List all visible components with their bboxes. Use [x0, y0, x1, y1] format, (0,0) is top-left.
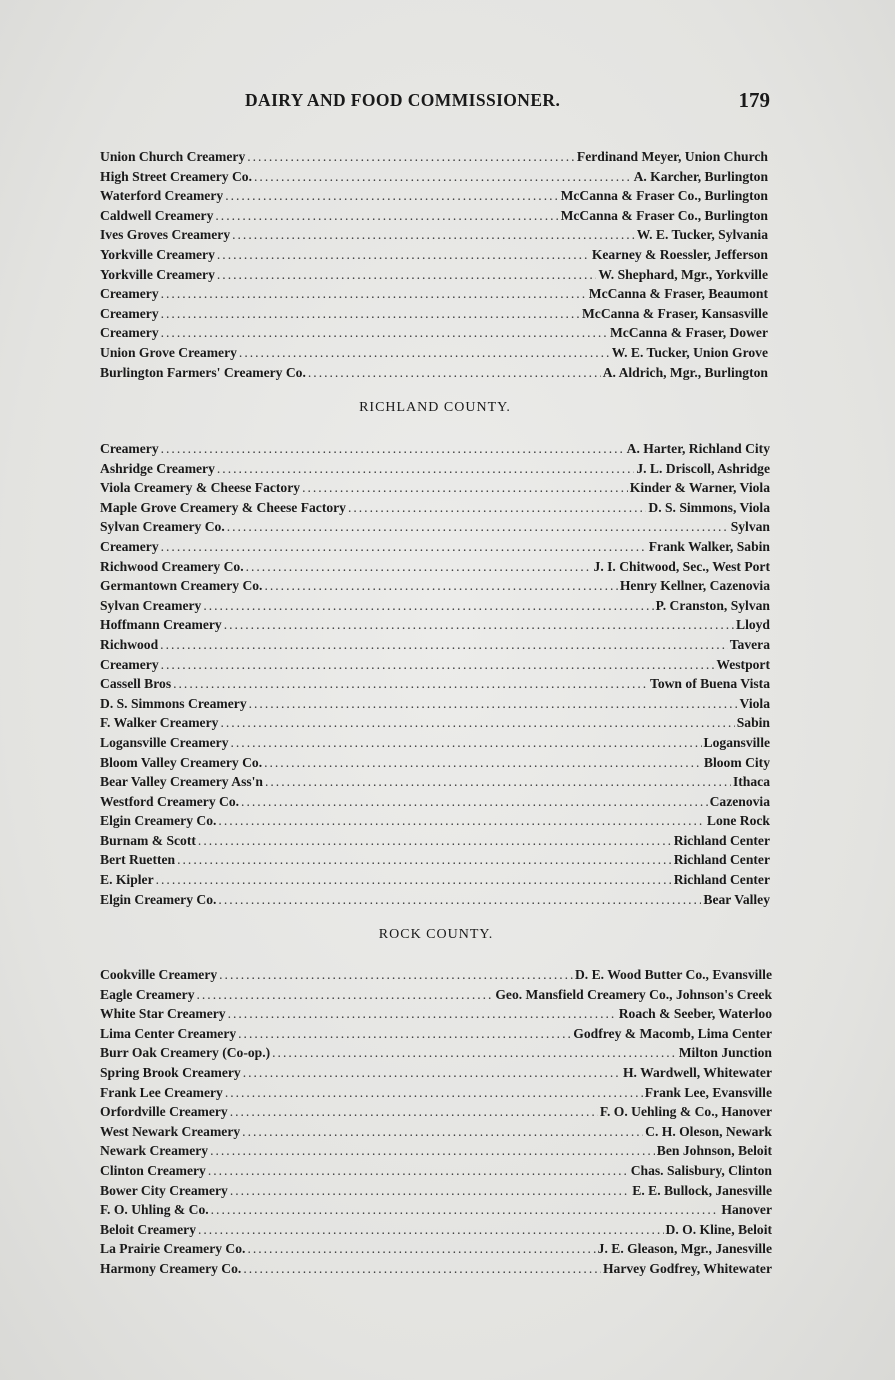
creamery-name: Union Church Creamery	[100, 149, 246, 164]
dot-leader	[217, 245, 590, 265]
list-item	[100, 498, 770, 518]
creamery-name: Creamery	[100, 286, 159, 302]
creamery-name: Sylvan Creamery	[100, 597, 202, 613]
dot-leader	[228, 1004, 617, 1024]
owner-location: Ferdinand Meyer, Union Church	[576, 149, 768, 164]
list-item	[100, 811, 770, 831]
owner-location: Henry Kellner, Cazenovia	[619, 578, 770, 594]
list-item	[100, 206, 768, 226]
dot-leader	[173, 674, 648, 694]
dot-leader	[161, 439, 625, 459]
creamery-name: Cassell Bros	[100, 676, 172, 692]
owner-location: Kearney & Roessler, Jefferson	[591, 246, 768, 262]
dot-leader	[161, 537, 647, 557]
creamery-name: White Star Creamery	[100, 1006, 226, 1022]
owner-location: McCanna & Fraser, Beaumont	[588, 286, 768, 302]
list-item	[100, 363, 768, 383]
dot-leader	[217, 459, 634, 479]
owner-location: Harvey Godfrey, Whitewater	[602, 1260, 772, 1276]
dot-leader	[231, 733, 702, 753]
owner-location: Richland Center	[673, 832, 770, 848]
creamery-name: Elgin Creamery Co.	[100, 813, 217, 829]
owner-location: W. E. Tucker, Sylvania	[636, 227, 768, 243]
list-item	[100, 1200, 772, 1220]
creamery-name: Bert Ruetten	[100, 852, 176, 868]
list-item	[100, 245, 768, 265]
dot-leader	[215, 206, 558, 226]
creamery-name: Richwood Creamery Co.	[100, 558, 244, 574]
creamery-name: Creamery	[100, 538, 159, 554]
creamery-name: Richwood	[100, 636, 159, 652]
dot-leader	[265, 772, 731, 792]
creamery-name: West Newark Creamery	[100, 1123, 241, 1139]
owner-location: D. O. Kline, Beloit	[665, 1221, 772, 1237]
creamery-name: Westford Creamery Co.	[100, 793, 240, 809]
creamery-name: Harmony Creamery Co.	[100, 1260, 242, 1276]
dot-leader	[308, 363, 601, 383]
dot-leader	[239, 343, 610, 363]
dot-leader	[238, 1024, 571, 1044]
dot-leader	[160, 635, 728, 655]
owner-location: Geo. Mansfield Creamery Co., Johnson's Creek	[495, 986, 772, 1002]
creamery-name: Yorkville Creamery	[100, 266, 215, 282]
dot-leader	[232, 225, 635, 245]
creamery-name: Creamery	[100, 305, 159, 321]
owner-location: D. E. Wood Butter Co., Evansville	[574, 967, 772, 982]
creamery-name: Ives Groves Creamery	[100, 227, 231, 243]
owner-location: Ithaca	[732, 774, 770, 790]
list-item	[100, 1043, 772, 1063]
list-item	[100, 304, 768, 324]
owner-location: Tavera	[729, 636, 770, 652]
list-item	[100, 596, 770, 616]
creamery-name: Germantown Creamery Co.	[100, 578, 263, 594]
creamery-name: Orfordville Creamery	[100, 1104, 228, 1120]
list-item	[100, 965, 772, 985]
list-item	[100, 147, 768, 167]
creamery-name: Bear Valley Creamery Ass'n	[100, 774, 263, 790]
owner-location: Cazenovia	[709, 793, 770, 809]
dot-leader	[242, 1122, 643, 1142]
running-title: DAIRY AND FOOD COMMISSIONER.	[245, 90, 561, 110]
creamery-name: Union Grove Creamery	[100, 344, 237, 360]
list-item	[100, 772, 770, 792]
dot-leader	[247, 147, 575, 167]
owner-location: A. Karcher, Burlington	[633, 168, 768, 184]
owner-location: H. Wardwell, Whitewater	[622, 1064, 772, 1080]
dot-leader	[203, 596, 653, 616]
owner-location: J. E. Gleason, Mgr., Janesville	[597, 1241, 772, 1257]
section-heading-rock-county: ROCK COUNTY.	[378, 927, 494, 942]
owner-location: F. O. Uehling & Co., Hanover	[599, 1104, 772, 1120]
list-item	[100, 1220, 772, 1240]
owner-location: McCanna & Fraser Co., Burlington	[560, 188, 768, 204]
dot-leader	[224, 615, 734, 635]
owner-location: Frank Walker, Sabin	[648, 538, 770, 554]
dot-leader	[198, 1220, 664, 1240]
list-item	[100, 284, 768, 304]
list-item	[100, 459, 770, 479]
dot-leader	[210, 1141, 655, 1161]
list-item	[100, 1063, 772, 1083]
creamery-name: Viola Creamery & Cheese Factory	[100, 480, 301, 496]
owner-location: Westport	[716, 656, 770, 672]
creamery-name: Creamery	[100, 325, 159, 341]
creamery-name: Spring Brook Creamery	[100, 1064, 241, 1080]
owner-location: C. H. Oleson, Newark	[645, 1123, 772, 1139]
creamery-name: Creamery	[100, 656, 159, 672]
owner-location: Ben Johnson, Beloit	[656, 1143, 772, 1159]
list-item	[100, 186, 768, 206]
creamery-name: Burr Oak Creamery (Co-op.)	[100, 1045, 271, 1061]
owner-location: Richland Center	[673, 872, 770, 888]
dot-leader	[198, 831, 672, 851]
list-item	[100, 792, 770, 812]
owner-location: Lloyd	[736, 617, 770, 633]
creamery-name: Bower City Creamery	[100, 1182, 228, 1198]
dot-leader	[218, 811, 705, 831]
creamery-name: Creamery	[100, 441, 159, 456]
list-item	[100, 1122, 772, 1142]
list-item	[100, 985, 772, 1005]
creamery-name: High Street Creamery Co.	[100, 168, 253, 184]
dot-leader	[161, 284, 587, 304]
dot-leader	[218, 890, 701, 910]
creamery-name: Clinton Creamery	[100, 1162, 206, 1178]
creamery-list-continued	[100, 147, 768, 382]
creamery-name: Yorkville Creamery	[100, 246, 215, 262]
owner-location: Milton Junction	[678, 1045, 772, 1061]
creamery-name: Maple Grove Creamery & Cheese Factory	[100, 499, 346, 515]
dot-leader	[348, 498, 646, 518]
owner-location: Chas. Salisbury, Clinton	[630, 1162, 772, 1178]
creamery-name: Cookville Creamery	[100, 967, 218, 982]
page-number: 179	[738, 88, 770, 112]
list-item	[100, 517, 770, 537]
creamery-name: Hoffmann Creamery	[100, 617, 222, 633]
owner-location: Bloom City	[703, 754, 770, 770]
list-item	[100, 1024, 772, 1044]
list-item	[100, 890, 770, 910]
owner-location: W. Shephard, Mgr., Yorkville	[598, 266, 768, 282]
owner-location: Kinder & Warner, Viola	[629, 480, 770, 496]
creamery-name: Caldwell Creamery	[100, 207, 214, 223]
creamery-name: Lima Center Creamery	[100, 1025, 237, 1041]
owner-location: Roach & Seeber, Waterloo	[618, 1006, 772, 1022]
dot-leader	[225, 186, 558, 206]
owner-location: A. Harter, Richland City	[626, 441, 770, 456]
dot-leader	[243, 1063, 621, 1083]
owner-location: A. Aldrich, Mgr., Burlington	[602, 364, 768, 380]
owner-location: Sylvan	[730, 519, 770, 535]
creamery-name: Sylvan Creamery Co.	[100, 519, 225, 535]
list-item	[100, 557, 770, 577]
dot-leader	[246, 557, 592, 577]
list-item	[100, 1083, 772, 1103]
creamery-name: Ashridge Creamery	[100, 460, 215, 476]
dot-leader	[272, 1043, 677, 1063]
list-item	[100, 850, 770, 870]
list-item	[100, 713, 770, 733]
dot-leader	[230, 1102, 598, 1122]
owner-location: P. Cranston, Sylvan	[655, 597, 770, 613]
list-item	[100, 1102, 772, 1122]
dot-leader	[243, 1259, 601, 1279]
dot-leader	[161, 304, 580, 324]
dot-leader	[217, 265, 597, 285]
creamery-name: Burlington Farmers' Creamery Co.	[100, 364, 306, 380]
list-item	[100, 1141, 772, 1161]
list-item	[100, 615, 770, 635]
list-item	[100, 439, 770, 459]
list-item	[100, 1161, 772, 1181]
list-item	[100, 635, 770, 655]
creamery-name: Elgin Creamery Co.	[100, 891, 217, 907]
list-item	[100, 1004, 772, 1024]
owner-location: Sabin	[736, 715, 770, 731]
list-item	[100, 265, 768, 285]
creamery-name: Beloit Creamery	[100, 1221, 196, 1237]
owner-location: Frank Lee, Evansville	[644, 1084, 772, 1100]
owner-location: D. S. Simmons, Viola	[648, 499, 770, 515]
creamery-list-rock-county	[100, 965, 772, 1279]
creamery-name: Burnam & Scott	[100, 832, 196, 848]
list-item	[100, 167, 768, 187]
dot-leader	[249, 694, 738, 714]
section-heading-richland-county: RICHLAND COUNTY.	[359, 400, 511, 415]
dot-leader	[161, 323, 608, 343]
dot-leader	[227, 517, 729, 537]
list-item	[100, 831, 770, 851]
list-item	[100, 733, 770, 753]
dot-leader	[208, 1161, 629, 1181]
list-item	[100, 225, 768, 245]
list-item	[100, 478, 770, 498]
list-item	[100, 655, 770, 675]
dot-leader	[264, 576, 617, 596]
dot-leader	[264, 753, 702, 773]
owner-location: Bear Valley	[703, 891, 770, 907]
list-item	[100, 1181, 772, 1201]
creamery-name: Logansville Creamery	[100, 734, 229, 750]
creamery-name: D. S. Simmons Creamery	[100, 695, 247, 711]
list-item	[100, 870, 770, 890]
creamery-name: Eagle Creamery	[100, 986, 195, 1002]
list-item	[100, 1239, 772, 1259]
creamery-name: F. O. Uhling & Co.	[100, 1202, 209, 1218]
list-item	[100, 343, 768, 363]
creamery-name: Newark Creamery	[100, 1143, 209, 1159]
creamery-name: F. Walker Creamery	[100, 715, 219, 731]
dot-leader	[219, 965, 573, 985]
dot-leader	[161, 655, 715, 675]
page-header	[100, 90, 770, 120]
dot-leader	[230, 1181, 630, 1201]
creamery-name: Frank Lee Creamery	[100, 1084, 223, 1100]
list-item	[100, 674, 770, 694]
owner-location: Lone Rock	[706, 813, 770, 829]
owner-location: Godfrey & Macomb, Lima Center	[573, 1025, 772, 1041]
dot-leader	[197, 985, 494, 1005]
creamery-name: Bloom Valley Creamery Co.	[100, 754, 263, 770]
list-item	[100, 1259, 772, 1279]
owner-location: Logansville	[703, 734, 770, 750]
owner-location: Town of Buena Vista	[650, 676, 770, 692]
dot-leader	[156, 870, 672, 890]
creamery-name: La Prairie Creamery Co.	[100, 1241, 246, 1257]
dot-leader	[254, 167, 632, 187]
dot-leader	[241, 792, 708, 812]
dot-leader	[220, 713, 734, 733]
list-item	[100, 323, 768, 343]
creamery-name: E. Kipler	[100, 872, 154, 888]
creamery-name: Waterford Creamery	[100, 188, 224, 204]
owner-location: McCanna & Fraser, Dower	[609, 325, 768, 341]
list-item	[100, 753, 770, 773]
owner-location: Hanover	[721, 1202, 772, 1218]
list-item	[100, 537, 770, 557]
list-item	[100, 694, 770, 714]
creamery-list-richland-county	[100, 439, 770, 909]
owner-location: Viola	[739, 695, 770, 711]
list-item	[100, 576, 770, 596]
dot-leader	[247, 1239, 595, 1259]
owner-location: W. E. Tucker, Union Grove	[611, 344, 768, 360]
dot-leader	[225, 1083, 643, 1103]
owner-location: Richland Center	[673, 852, 770, 868]
owner-location: McCanna & Fraser, Kansasville	[581, 305, 768, 321]
dot-leader	[302, 478, 628, 498]
owner-location: McCanna & Fraser Co., Burlington	[560, 207, 768, 223]
owner-location: J. I. Chitwood, Sec., West Port	[593, 558, 770, 574]
dot-leader	[211, 1200, 720, 1220]
owner-location: J. L. Driscoll, Ashridge	[636, 460, 770, 476]
owner-location: E. E. Bullock, Janesville	[632, 1182, 772, 1198]
dot-leader	[177, 850, 672, 870]
